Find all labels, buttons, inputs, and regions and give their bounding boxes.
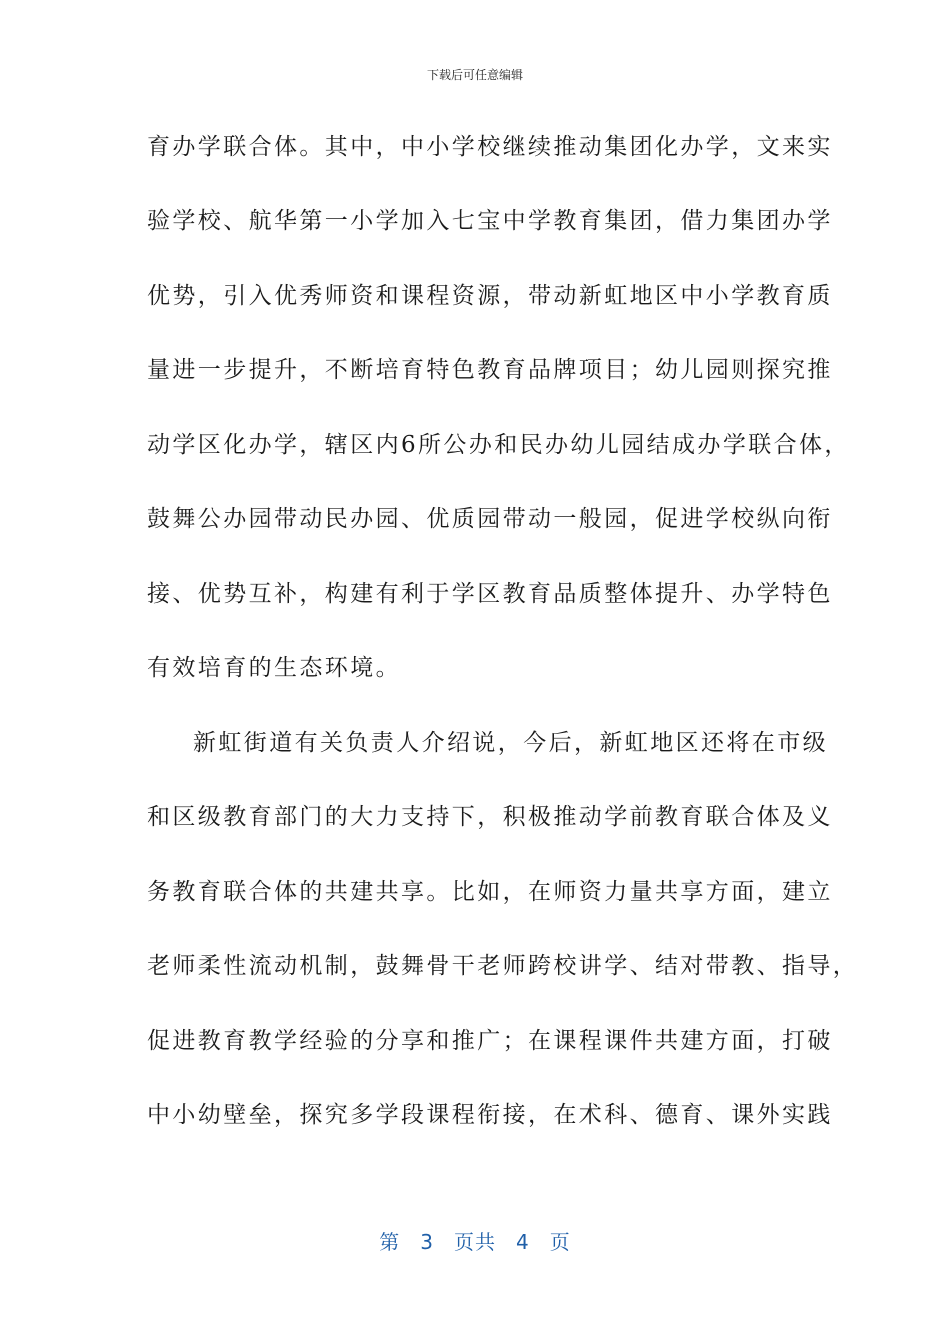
text-line: 有效培育的生态环境。 xyxy=(147,655,401,681)
footer-middle: 页共 xyxy=(454,1230,496,1254)
text-line: 老师柔性流动机制，鼓舞骨干老师跨校讲学、结对带教、指导， xyxy=(147,953,859,979)
text-line: 量进一步提升，不断培育特色教育品牌项目；幼儿园则探究推 xyxy=(147,357,833,383)
text-line: 育办学联合体。其中，中小学校继续推动集团化办学，文来实 xyxy=(147,134,833,160)
footer-prefix: 第 xyxy=(379,1230,401,1254)
page-header: 下载后可任意编辑 xyxy=(426,68,523,82)
page-footer xyxy=(0,1226,950,1255)
footer-suffix: 页 xyxy=(549,1230,571,1254)
text-line: 和区级教育部门的大力支持下，积极推动学前教育联合体及义 xyxy=(147,804,833,830)
text-line: 促进教育教学经验的分享和推广；在课程课件共建方面，打破 xyxy=(147,1028,833,1054)
text-line: 动学区化办学，辖区内6所公办和民办幼儿园结成办学联合体， xyxy=(147,432,850,458)
text-line: 中小幼壁垒，探究多学段课程衔接，在术科、德育、课外实践 xyxy=(147,1102,833,1128)
footer-total-pages: 4 xyxy=(516,1230,530,1254)
text-line: 优势，引入优秀师资和课程资源，带动新虹地区中小学教育质 xyxy=(147,283,833,309)
footer-current-page: 3 xyxy=(420,1230,434,1254)
text-line: 接、优势互补，构建有利于学区教育品质整体提升、办学特色 xyxy=(147,581,833,607)
text-line: 鼓舞公办园带动民办园、优质园带动一般园，促进学校纵向衔 xyxy=(147,506,833,532)
paragraph-first-line: 新虹街道有关负责人介绍说，今后，新虹地区还将在市级 xyxy=(193,730,828,756)
text-line: 验学校、航华第一小学加入七宝中学教育集团，借力集团办学 xyxy=(147,208,833,234)
text-line: 务教育联合体的共建共享。比如，在师资力量共享方面，建立 xyxy=(147,879,833,905)
